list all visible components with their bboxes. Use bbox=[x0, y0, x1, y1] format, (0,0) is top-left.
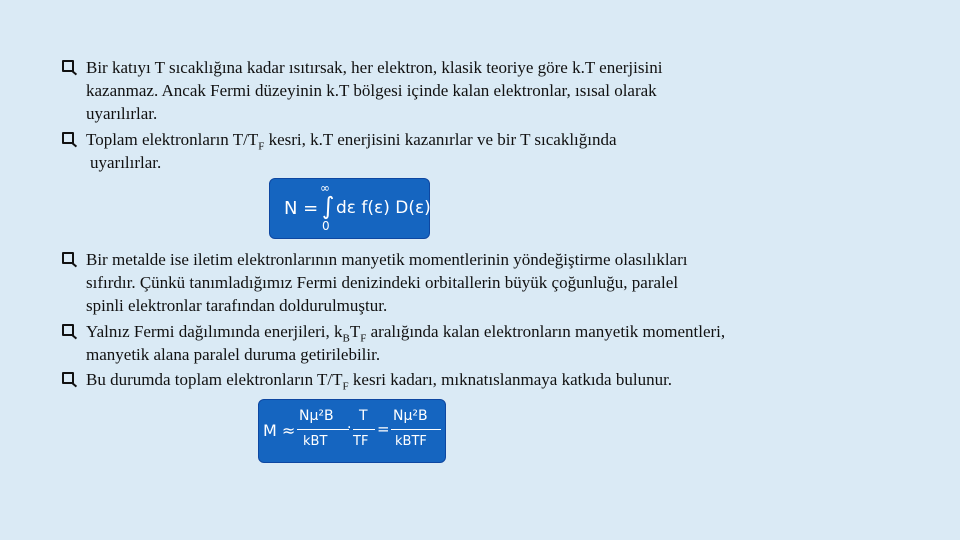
fraction-numerator: T bbox=[359, 408, 368, 424]
checkbox-bullet-icon bbox=[62, 324, 74, 336]
integral-lower-limit: 0 bbox=[322, 219, 330, 233]
bullet-item bbox=[62, 248, 862, 317]
fraction-bar bbox=[353, 429, 375, 430]
bullet-item bbox=[62, 320, 892, 366]
checkbox-bullet-icon bbox=[62, 372, 74, 384]
fraction-denominator: kBTF bbox=[395, 434, 427, 449]
fraction-numerator: Nμ²B bbox=[299, 408, 334, 424]
bullet-line: spinli elektronlar tarafından doldurulmuştur. bbox=[86, 296, 388, 315]
bullet-line: Yalnız Fermi dağılımında enerjileri, $k_BT_F$ aralığında kalan elektronların manyetik momentleri, bbox=[86, 322, 726, 345]
bullet-line: sıfırdır. Çünkü tanımladığımız Fermi denizindeki orbitallerin büyük çoğunluğu, paralel bbox=[86, 273, 679, 292]
bullet-item bbox=[62, 128, 862, 174]
bullet-line: uyarılırlar. bbox=[90, 153, 162, 172]
bullet-line: uyarılırlar. bbox=[86, 104, 158, 123]
formula-body: dε f(ε) D(ε) bbox=[336, 198, 431, 218]
bullet-line: Bir katıyı T sıcaklığına kadar ısıtırsak, her elektron, klasik teoriye göre k.T enerjisini bbox=[86, 58, 663, 77]
fraction-numerator: Nμ²B bbox=[393, 408, 428, 424]
bullet-line: Bir metalde ise iletim elektronlarının manyetik momentlerinin yöndeğiştirme olasılıkları bbox=[86, 250, 688, 269]
formula-lhs: M ≈ bbox=[263, 421, 296, 440]
formula-box-m bbox=[258, 399, 446, 463]
bullet-item bbox=[62, 56, 862, 125]
formula-lhs: N = bbox=[284, 198, 319, 219]
integral-upper-limit: ∞ bbox=[320, 181, 330, 195]
bullet-line: manyetik alana paralel duruma getirilebilir. bbox=[86, 345, 381, 364]
bullet-item bbox=[62, 368, 862, 391]
bullet-line: kazanmaz. Ancak Fermi düzeyinin k.T bölgesi içinde kalan elektronlar, ısısal olarak bbox=[86, 81, 657, 100]
bullet-line: Toplam elektronların $T/T_F$ kesri, k.T enerjisini kazanırlar ve bir T sıcaklığında bbox=[86, 130, 617, 153]
fraction-bar bbox=[297, 429, 349, 430]
fraction-bar bbox=[391, 429, 441, 430]
formula-box-n bbox=[269, 178, 430, 239]
fraction-denominator: TF bbox=[353, 434, 369, 449]
equals-sign: = bbox=[377, 420, 390, 438]
checkbox-bullet-icon bbox=[62, 60, 74, 72]
bullet-line: Bu durumda toplam elektronların $T/T_F$ kesri kadarı, mıknatıslanmaya katkıda bulunur. bbox=[86, 370, 673, 393]
multiply-dot: · bbox=[347, 420, 352, 436]
fraction-denominator: kBT bbox=[303, 434, 328, 449]
checkbox-bullet-icon bbox=[62, 252, 74, 264]
integral-sign: ∫ bbox=[322, 192, 335, 220]
checkbox-bullet-icon bbox=[62, 132, 74, 144]
